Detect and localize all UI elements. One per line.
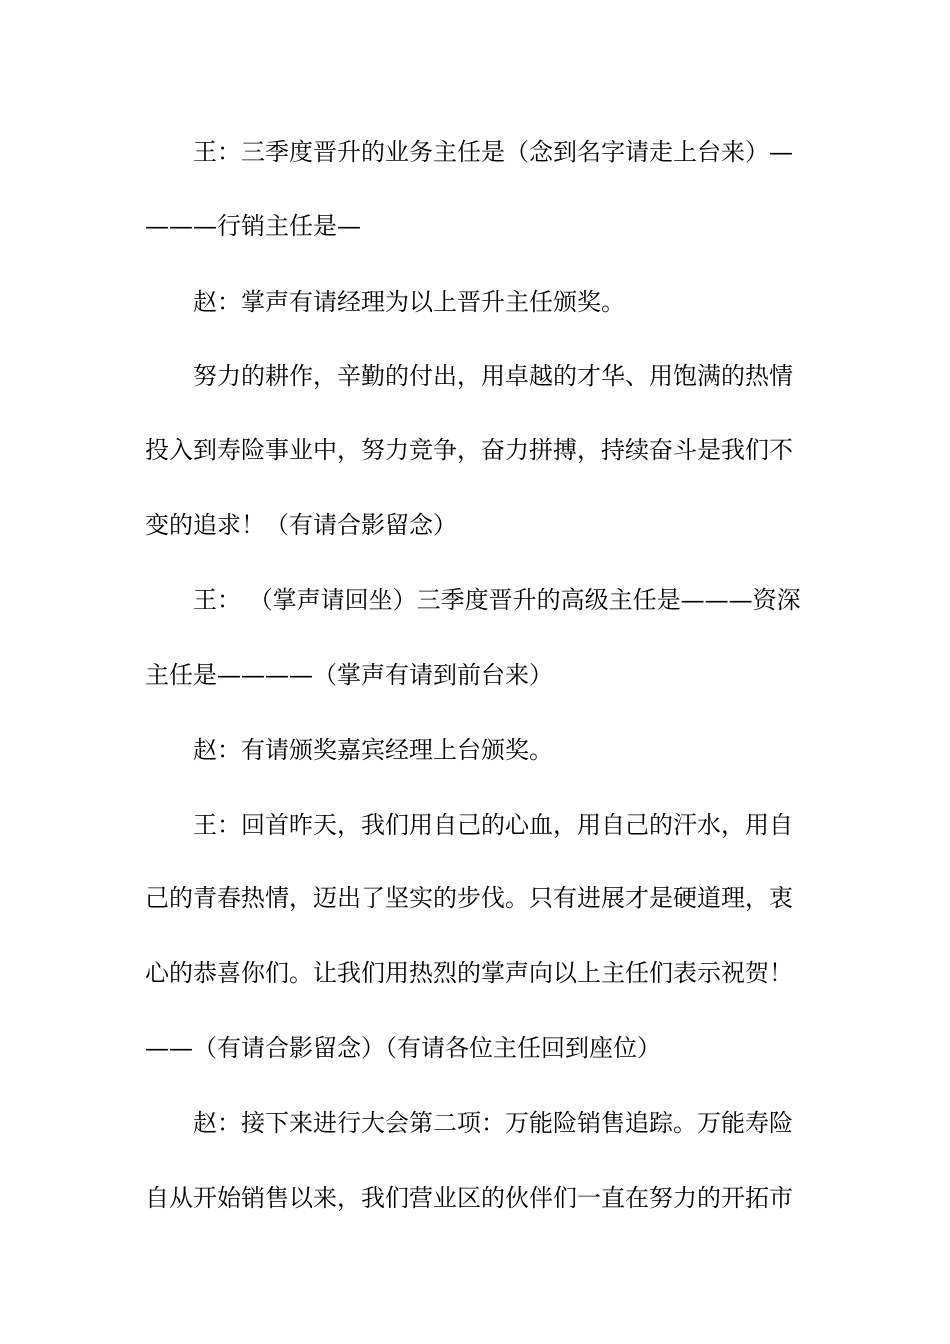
paragraph-line: 王：回首昨天，我们用自己的心血，用自己的汗水，用自 xyxy=(193,811,793,839)
paragraph-line: 己的青春热情，迈出了坚实的步伐。只有进展才是硬道理，衷 xyxy=(145,884,793,912)
paragraph-line: 自从开始销售以来，我们营业区的伙伴们一直在努力的开拓市 xyxy=(145,1184,793,1212)
paragraph-line: 王：三季度晋升的业务主任是（念到名字请走上台来）— xyxy=(193,138,793,166)
paragraph-line: 王： （掌声请回坐）三季度晋升的高级主任是———资深 xyxy=(193,586,801,614)
paragraph-line: 努力的耕作，辛勤的付出，用卓越的才华、用饱满的热情 xyxy=(193,362,793,390)
paragraph-line: 赵：接下来进行大会第二项：万能险销售追踪。万能寿险 xyxy=(193,1109,793,1137)
paragraph-line: 主任是————（掌声有请到前台来） xyxy=(145,661,553,689)
paragraph-line: ——（有请合影留念）（有请各位主任回到座位） xyxy=(145,1034,661,1062)
paragraph-line: 心的恭喜你们。让我们用热烈的掌声向以上主任们表示祝贺！ xyxy=(145,959,793,987)
paragraph-line: ———行销主任是— xyxy=(145,212,361,240)
paragraph-line: 投入到寿险事业中，努力竞争，奋力拼搏，持续奋斗是我们不 xyxy=(145,436,793,464)
paragraph-line: 赵：有请颁奖嘉宾经理上台颁奖。 xyxy=(193,736,553,764)
paragraph-line: 赵：掌声有请经理为以上晋升主任颁奖。 xyxy=(193,288,625,316)
paragraph-line: 变的追求！（有请合影留念） xyxy=(145,511,457,539)
